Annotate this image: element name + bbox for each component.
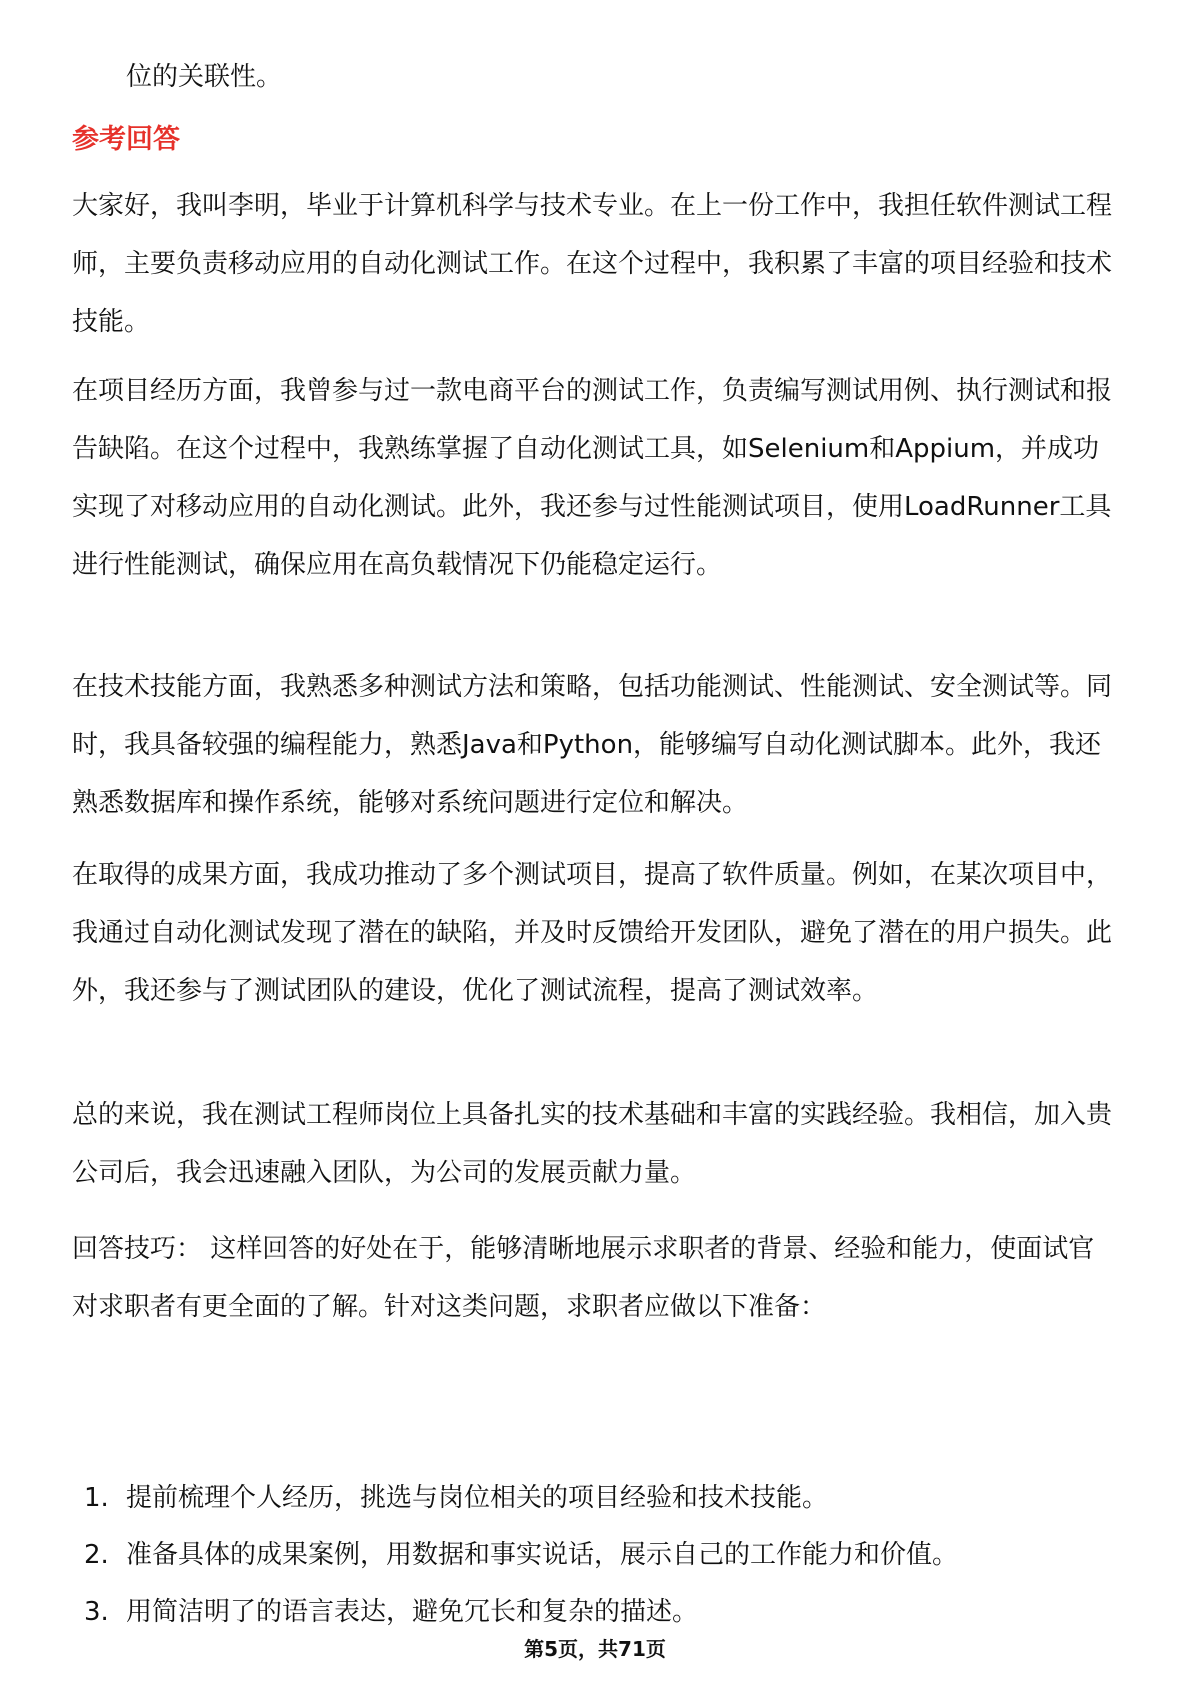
page-footer: 第5页，共71页 <box>524 1637 666 1661</box>
paragraph-skills: 在技术技能方面，我熟悉多种测试方法和策略，包括功能测试、性能测试、安全测试等。同时，我具备较强的编程能力，熟悉Java和Python，能够编写自动化测试脚本。此外，我还熟悉数据库和操作系统，能够对系统问题进行定位和解决。 <box>72 672 1113 818</box>
paragraph-achievements: 在取得的成果方面，我成功推动了多个测试项目，提高了软件质量。例如，在某次项目中，我通过自动化测试发现了潜在的缺陷，并及时反馈给开发团队，避免了潜在的用户损失。此外，我还参与了测试团队的建设，优化了测试流程，提高了测试效率。 <box>72 860 1113 1006</box>
list-item-number: 2. <box>84 1540 109 1570</box>
list-item-text: 准备具体的成果案例，用数据和事实说话，展示自己的工作能力和价值。 <box>126 1540 959 1570</box>
list-item-text: 用简洁明了的语言表达，避免冗长和复杂的描述。 <box>126 1597 699 1627</box>
list-item <box>84 1470 1084 1527</box>
tips-list <box>84 1470 1084 1641</box>
list-item <box>84 1584 1084 1641</box>
paragraph-intro: 大家好，我叫李明，毕业于计算机科学与技术专业。在上一份工作中，我担任软件测试工程师，主要负责移动应用的自动化测试工作。在这个过程中，我积累了丰富的项目经验和技术技能。 <box>72 191 1113 337</box>
section-title: 参考回答 <box>72 124 180 155</box>
continuation-line: 位的关联性。 <box>126 62 283 92</box>
list-item <box>84 1527 1084 1584</box>
paragraph-tips-intro: 回答技巧： 这样回答的好处在于，能够清晰地展示求职者的背景、经验和能力，使面试官对求职者有更全面的了解。针对这类问题，求职者应做以下准备： <box>72 1234 1095 1322</box>
list-item-number: 3. <box>84 1597 109 1627</box>
paragraph-summary: 总的来说，我在测试工程师岗位上具备扎实的技术基础和丰富的实践经验。我相信，加入贵公司后，我会迅速融入团队，为公司的发展贡献力量。 <box>72 1100 1113 1188</box>
list-item-number: 1. <box>84 1483 109 1513</box>
paragraph-projects: 在项目经历方面，我曾参与过一款电商平台的测试工作，负责编写测试用例、执行测试和报告缺陷。在这个过程中，我熟练掌握了自动化测试工具，如Selenium和Appium，并成功实现了对移动应用的自动化测试。此外，我还参与过性能测试项目，使用LoadRunner工具进行性能测试，确保应用在高负载情况下仍能稳定运行。 <box>72 376 1113 580</box>
list-item-text: 提前梳理个人经历，挑选与岗位相关的项目经验和技术技能。 <box>126 1483 829 1513</box>
